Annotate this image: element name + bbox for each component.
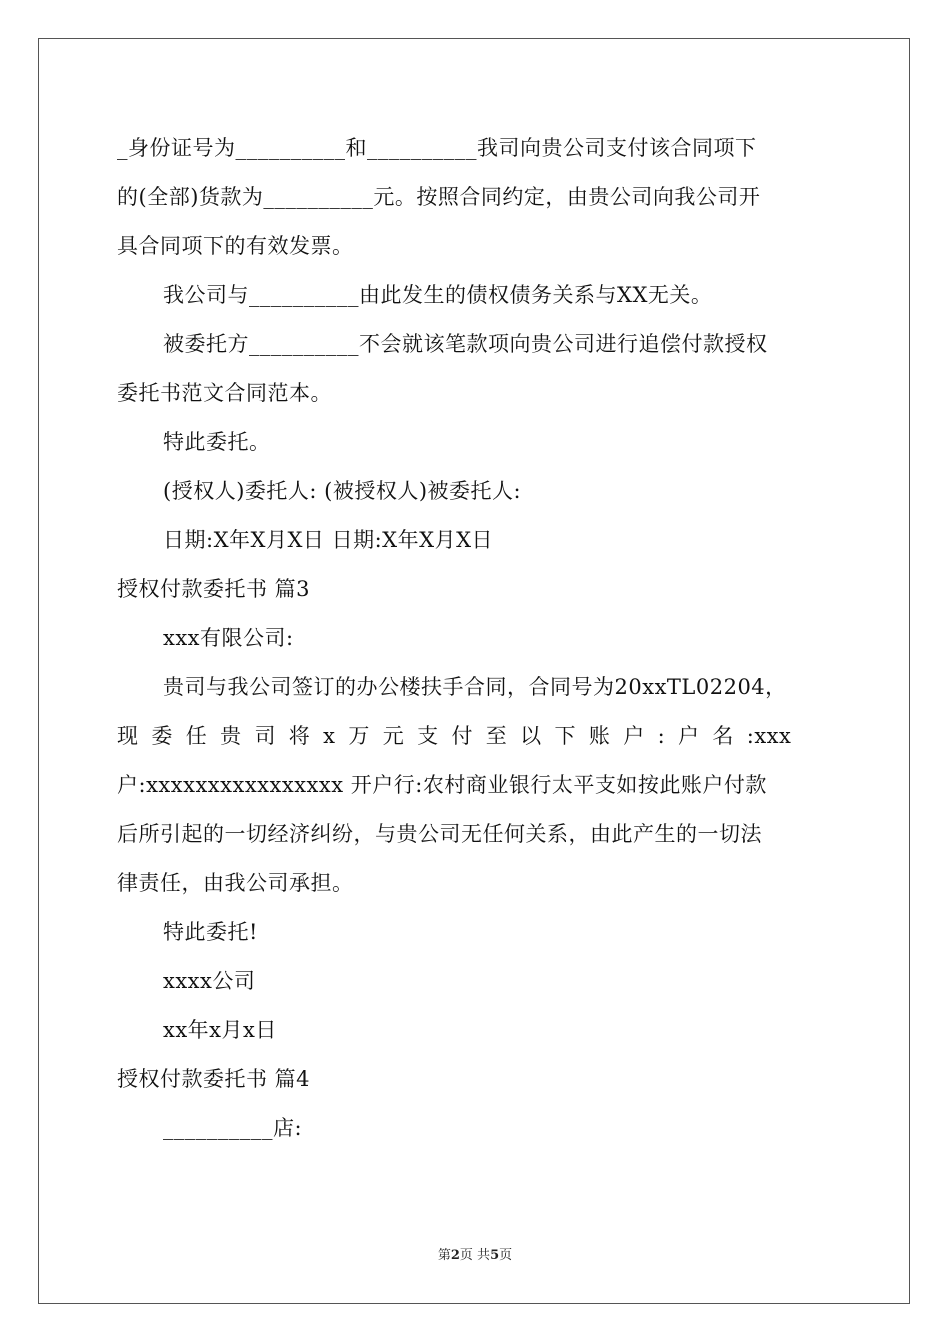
text-segment: x (323, 724, 336, 748)
text-line: __________店: (163, 1116, 303, 1140)
text-line: 律责任，由我公司承担。 (117, 871, 354, 895)
text-line: 特此委托! (163, 920, 258, 944)
document-body (117, 124, 833, 1153)
text-segment: 万 (348, 724, 370, 748)
text-line: 贵司与我公司签订的办公楼扶手合同，合同号为20xxTL02204， (163, 675, 787, 699)
current-page-number: 2 (450, 1248, 460, 1263)
text-segment: 任 (185, 724, 208, 748)
text-line: 我公司与__________由此发生的债权债务关系与XX无关。 (163, 283, 713, 307)
text-line: xxx有限公司: (163, 626, 294, 650)
text-segment: 户 (623, 724, 645, 748)
text-line: 委托书范文合同范本。 (117, 381, 332, 405)
footer-mid: 页 共 (459, 1248, 491, 1263)
text-segment: : (657, 724, 666, 748)
text-segment: 户 (678, 724, 700, 748)
text-segment: 支 (417, 724, 439, 748)
text-line: 的(全部)货款为__________元。按照合同约定，由贵公司向我公司开 (117, 185, 761, 209)
text-segment (804, 712, 833, 761)
text-segment: 委 (151, 724, 173, 748)
text-line: 日期:X年X月X日 日期:X年X月X日 (163, 528, 494, 552)
text-segment: 至 (485, 724, 508, 748)
section-heading: 授权付款委托书 篇3 (117, 577, 311, 601)
text-line: 具合同项下的有效发票。 (117, 234, 354, 258)
text-line: (授权人)委托人: (被授权人)被委托人: (163, 479, 522, 503)
text-line: 户:xxxxxxxxxxxxxxxx 开户行:农村商业银行太平支如按此账户付款 (117, 773, 767, 797)
text-segment: 账 (588, 724, 611, 748)
text-line: 后所引起的一切经济纠纷，与贵公司无任何关系，由此产生的一切法 (117, 822, 762, 846)
text-line: 特此委托。 (163, 430, 271, 454)
page-footer (0, 1247, 950, 1265)
text-segment: :xxx (746, 724, 792, 748)
justified-text-line (117, 712, 833, 761)
footer-prefix: 第 (437, 1248, 451, 1263)
text-segment: 贵 (220, 724, 242, 748)
text-segment: 现 (117, 724, 139, 748)
text-segment: 将 (288, 724, 311, 748)
text-line: xxxx公司 (163, 969, 256, 993)
total-page-count: 5 (490, 1248, 500, 1263)
text-line: _身份证号为__________和__________我司向贵公司支付该合同项下 (117, 136, 757, 160)
section-heading: 授权付款委托书 篇4 (117, 1067, 311, 1091)
text-segment: 元 (382, 724, 405, 748)
text-segment: 名 (712, 724, 734, 748)
text-line: 被委托方__________不会就该笔款项向贵公司进行追偿付款授权 (163, 332, 768, 356)
text-segment: 下 (554, 724, 577, 748)
footer-suffix: 页 (499, 1248, 513, 1263)
text-segment: 司 (254, 724, 276, 748)
text-segment: 以 (520, 724, 542, 748)
text-segment: 付 (451, 724, 473, 748)
text-line: xx年x月x日 (163, 1018, 277, 1042)
